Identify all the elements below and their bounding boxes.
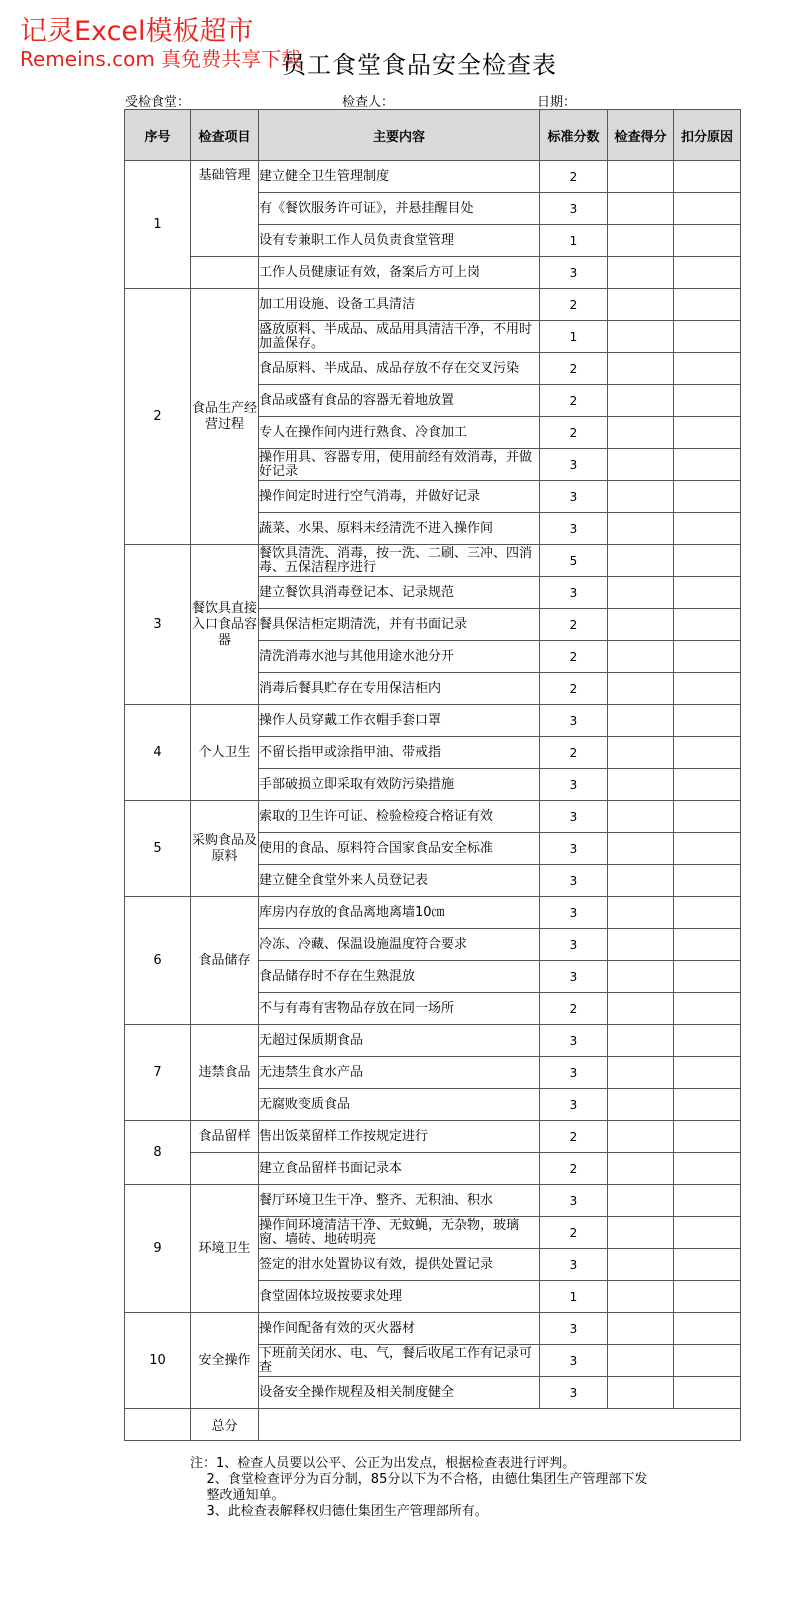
row-standard-score: 3 xyxy=(540,1185,608,1217)
watermark-line-1: 记灵Excel模板超市 xyxy=(20,16,254,47)
reason-cell[interactable] xyxy=(674,577,741,609)
group-category: 食品留样 xyxy=(191,1121,259,1153)
score-cell[interactable] xyxy=(608,513,674,545)
row-standard-score: 3 xyxy=(540,865,608,897)
row-standard-score: 2 xyxy=(540,993,608,1025)
group-category: 食品储存 xyxy=(191,897,259,1025)
reason-cell[interactable] xyxy=(674,1185,741,1217)
reason-cell[interactable] xyxy=(674,769,741,801)
total-seq-cell xyxy=(125,1409,191,1441)
row-content: 建立健全卫生管理制度 xyxy=(259,161,540,193)
row-standard-score: 2 xyxy=(540,1217,608,1249)
group-category: 环境卫生 xyxy=(191,1185,259,1313)
score-cell[interactable] xyxy=(608,481,674,513)
reason-cell[interactable] xyxy=(674,929,741,961)
score-cell[interactable] xyxy=(608,417,674,449)
row-content: 有《餐饮服务许可证》，并悬挂醒目处 xyxy=(259,193,540,225)
row-content: 盛放原料、半成品、成品用具清洁干净，不用时加盖保存。 xyxy=(259,321,540,353)
row-content: 加工用设施、设备工具清洁 xyxy=(259,289,540,321)
reason-cell[interactable] xyxy=(674,257,741,289)
row-standard-score: 3 xyxy=(540,193,608,225)
reason-cell[interactable] xyxy=(674,1089,741,1121)
inspection-table xyxy=(124,109,741,1441)
row-standard-score: 2 xyxy=(540,609,608,641)
row-content: 操作间环境清洁干净、无蚊蝇，无杂物，玻璃窗、墙砖、地砖明亮 xyxy=(259,1217,540,1249)
reason-cell[interactable] xyxy=(674,1249,741,1281)
table-row xyxy=(125,1185,741,1217)
reason-cell[interactable] xyxy=(674,1377,741,1409)
score-cell[interactable] xyxy=(608,1281,674,1313)
score-cell[interactable] xyxy=(608,289,674,321)
row-content: 操作间定时进行空气消毒，并做好记录 xyxy=(259,481,540,513)
table-row xyxy=(125,289,741,321)
header-seq: 序号 xyxy=(125,110,191,161)
row-standard-score: 3 xyxy=(540,705,608,737)
reason-cell[interactable] xyxy=(674,641,741,673)
table-row xyxy=(125,257,741,289)
row-standard-score: 3 xyxy=(540,929,608,961)
score-cell[interactable] xyxy=(608,769,674,801)
row-content: 无违禁生食水产品 xyxy=(259,1057,540,1089)
score-cell[interactable] xyxy=(608,1345,674,1377)
score-cell[interactable] xyxy=(608,353,674,385)
row-content: 使用的食品、原料符合国家食品安全标准 xyxy=(259,833,540,865)
score-cell[interactable] xyxy=(608,385,674,417)
reason-cell[interactable] xyxy=(674,737,741,769)
row-content: 手部破损立即采取有效防污染措施 xyxy=(259,769,540,801)
row-standard-score: 3 xyxy=(540,1089,608,1121)
score-cell[interactable] xyxy=(608,1153,674,1185)
date-label: 日期： xyxy=(537,95,577,110)
row-standard-score: 3 xyxy=(540,1025,608,1057)
reason-cell[interactable] xyxy=(674,993,741,1025)
row-content: 设备安全操作规程及相关制度健全 xyxy=(259,1377,540,1409)
row-standard-score: 5 xyxy=(540,545,608,577)
reason-cell[interactable] xyxy=(674,481,741,513)
notes xyxy=(190,1456,647,1520)
row-standard-score: 3 xyxy=(540,1057,608,1089)
row-content: 售出饭菜留样工作按规定进行 xyxy=(259,1121,540,1153)
score-cell[interactable] xyxy=(608,1313,674,1345)
reason-cell[interactable] xyxy=(674,801,741,833)
score-cell[interactable] xyxy=(608,993,674,1025)
row-content: 冷冻、冷藏、保温设施温度符合要求 xyxy=(259,929,540,961)
row-content: 操作用具、容器专用，使用前经有效消毒，并做好记录 xyxy=(259,449,540,481)
row-standard-score: 1 xyxy=(540,321,608,353)
canteen-label: 受检食堂： xyxy=(125,95,191,110)
score-cell[interactable] xyxy=(608,1089,674,1121)
row-standard-score: 2 xyxy=(540,673,608,705)
table-row xyxy=(125,1153,741,1185)
row-content: 操作人员穿戴工作衣帽手套口罩 xyxy=(259,705,540,737)
row-content: 清洗消毒水池与其他用途水池分开 xyxy=(259,641,540,673)
row-standard-score: 2 xyxy=(540,641,608,673)
row-content: 消毒后餐具贮存在专用保洁柜内 xyxy=(259,673,540,705)
row-standard-score: 2 xyxy=(540,417,608,449)
score-cell[interactable] xyxy=(608,1185,674,1217)
row-standard-score: 2 xyxy=(540,737,608,769)
group-seq: 10 xyxy=(125,1313,191,1409)
row-content: 操作间配备有效的灭火器材 xyxy=(259,1313,540,1345)
row-standard-score: 1 xyxy=(540,225,608,257)
row-content: 签定的泔水处置协议有效，提供处置记录 xyxy=(259,1249,540,1281)
empty-category-cell xyxy=(191,1153,259,1185)
row-content: 库房内存放的食品离地离墙10㎝ xyxy=(259,897,540,929)
score-cell[interactable] xyxy=(608,1249,674,1281)
score-cell[interactable] xyxy=(608,1377,674,1409)
reason-cell[interactable] xyxy=(674,289,741,321)
group-seq: 9 xyxy=(125,1185,191,1313)
group-seq: 1 xyxy=(125,161,191,289)
reason-cell[interactable] xyxy=(674,353,741,385)
row-standard-score: 3 xyxy=(540,1249,608,1281)
reason-cell[interactable] xyxy=(674,1153,741,1185)
row-standard-score: 2 xyxy=(540,353,608,385)
reason-cell[interactable] xyxy=(674,961,741,993)
score-cell[interactable] xyxy=(608,609,674,641)
row-content: 设有专兼职工作人员负责食堂管理 xyxy=(259,225,540,257)
note-line: 整改通知单。 xyxy=(190,1488,285,1503)
row-content: 不留长指甲或涂指甲油、带戒指 xyxy=(259,737,540,769)
page-title: 员工食堂食品安全检查表 xyxy=(282,51,557,79)
group-seq: 6 xyxy=(125,897,191,1025)
score-cell[interactable] xyxy=(608,321,674,353)
reason-cell[interactable] xyxy=(674,225,741,257)
table-row xyxy=(125,1313,741,1345)
score-cell[interactable] xyxy=(608,257,674,289)
row-content: 工作人员健康证有效，备案后方可上岗 xyxy=(259,257,540,289)
row-content: 无腐败变质食品 xyxy=(259,1089,540,1121)
score-cell[interactable] xyxy=(608,1217,674,1249)
table-row xyxy=(125,705,741,737)
score-cell[interactable] xyxy=(608,577,674,609)
group-seq: 8 xyxy=(125,1121,191,1185)
score-cell[interactable] xyxy=(608,865,674,897)
score-cell[interactable] xyxy=(608,641,674,673)
group-seq: 4 xyxy=(125,705,191,801)
table-row xyxy=(125,545,741,577)
reason-cell[interactable] xyxy=(674,417,741,449)
reason-cell[interactable] xyxy=(674,1057,741,1089)
watermark xyxy=(20,18,301,69)
score-cell[interactable] xyxy=(608,1121,674,1153)
row-standard-score: 3 xyxy=(540,1377,608,1409)
header-inspection-score: 检查得分 xyxy=(608,110,674,161)
row-content: 食品或盛有食品的容器无着地放置 xyxy=(259,385,540,417)
score-cell[interactable] xyxy=(608,673,674,705)
score-cell[interactable] xyxy=(608,897,674,929)
group-category: 餐饮具直接入口食品容器 xyxy=(191,545,259,705)
table-row xyxy=(125,161,741,193)
score-cell[interactable] xyxy=(608,449,674,481)
row-standard-score: 3 xyxy=(540,833,608,865)
reason-cell[interactable] xyxy=(674,1345,741,1377)
header-content: 主要内容 xyxy=(259,110,540,161)
row-standard-score: 2 xyxy=(540,385,608,417)
row-content: 食品原料、半成品、成品存放不存在交叉污染 xyxy=(259,353,540,385)
total-label: 总分 xyxy=(191,1409,259,1441)
reason-cell[interactable] xyxy=(674,1313,741,1345)
group-seq: 5 xyxy=(125,801,191,897)
group-category: 违禁食品 xyxy=(191,1025,259,1121)
row-standard-score: 3 xyxy=(540,449,608,481)
score-cell[interactable] xyxy=(608,929,674,961)
score-cell[interactable] xyxy=(608,193,674,225)
reason-cell[interactable] xyxy=(674,1281,741,1313)
group-seq: 7 xyxy=(125,1025,191,1121)
group-category: 基础管理 xyxy=(191,161,259,257)
row-standard-score: 3 xyxy=(540,481,608,513)
row-content: 餐厅环境卫生干净、整齐、无积油、积水 xyxy=(259,1185,540,1217)
note-line: 3、此检查表解释权归德仕集团生产管理部所有。 xyxy=(190,1504,488,1519)
row-standard-score: 2 xyxy=(540,289,608,321)
row-content: 餐饮具清洗、消毒，按一洗、二刷、三冲、四消毒、五保洁程序进行 xyxy=(259,545,540,577)
row-standard-score: 3 xyxy=(540,577,608,609)
row-standard-score: 3 xyxy=(540,801,608,833)
reason-cell[interactable] xyxy=(674,865,741,897)
row-standard-score: 1 xyxy=(540,1281,608,1313)
score-cell[interactable] xyxy=(608,737,674,769)
row-content: 无超过保质期食品 xyxy=(259,1025,540,1057)
reason-cell[interactable] xyxy=(674,1025,741,1057)
row-standard-score: 2 xyxy=(540,1153,608,1185)
total-value-cell[interactable] xyxy=(259,1409,741,1441)
table-row xyxy=(125,1025,741,1057)
header-standard-score: 标准分数 xyxy=(540,110,608,161)
reason-cell[interactable] xyxy=(674,705,741,737)
total-row xyxy=(125,1409,741,1441)
reason-cell[interactable] xyxy=(674,897,741,929)
header-deduction-reason: 扣分原因 xyxy=(674,110,741,161)
row-standard-score: 2 xyxy=(540,161,608,193)
score-cell[interactable] xyxy=(608,833,674,865)
table-header-row xyxy=(125,110,741,161)
watermark-line-2: Remeins.com 真免费共享下载 xyxy=(20,47,302,71)
reason-cell[interactable] xyxy=(674,609,741,641)
inspector-label: 检查人： xyxy=(342,95,395,110)
row-standard-score: 3 xyxy=(540,769,608,801)
row-content: 食品储存时不存在生熟混放 xyxy=(259,961,540,993)
row-content: 建立餐饮具消毒登记本、记录规范 xyxy=(259,577,540,609)
reason-cell[interactable] xyxy=(674,385,741,417)
row-content: 专人在操作间内进行熟食、冷食加工 xyxy=(259,417,540,449)
table-row xyxy=(125,1121,741,1153)
group-seq: 3 xyxy=(125,545,191,705)
row-content: 索取的卫生许可证、检验检疫合格证有效 xyxy=(259,801,540,833)
score-cell[interactable] xyxy=(608,801,674,833)
header-item: 检查项目 xyxy=(191,110,259,161)
empty-category-cell xyxy=(191,257,259,289)
row-standard-score: 2 xyxy=(540,1121,608,1153)
row-content: 不与有毒有害物品存放在同一场所 xyxy=(259,993,540,1025)
score-cell[interactable] xyxy=(608,705,674,737)
table-row xyxy=(125,801,741,833)
reason-cell[interactable] xyxy=(674,513,741,545)
row-content: 下班前关闭水、电、气，餐后收尾工作有记录可查 xyxy=(259,1345,540,1377)
group-category: 个人卫生 xyxy=(191,705,259,801)
row-standard-score: 3 xyxy=(540,897,608,929)
row-standard-score: 3 xyxy=(540,257,608,289)
score-cell[interactable] xyxy=(608,545,674,577)
row-content: 食堂固体垃圾按要求处理 xyxy=(259,1281,540,1313)
group-category: 食品生产经营过程 xyxy=(191,289,259,545)
note-line: 2、食堂检查评分为百分制，85分以下为不合格，由德仕集团生产管理部下发 xyxy=(190,1472,648,1487)
group-seq: 2 xyxy=(125,289,191,545)
reason-cell[interactable] xyxy=(674,545,741,577)
reason-cell[interactable] xyxy=(674,1217,741,1249)
score-cell[interactable] xyxy=(608,1025,674,1057)
score-cell[interactable] xyxy=(608,1057,674,1089)
reason-cell[interactable] xyxy=(674,321,741,353)
row-content: 餐具保洁柜定期清洗，并有书面记录 xyxy=(259,609,540,641)
table-row xyxy=(125,897,741,929)
row-standard-score: 3 xyxy=(540,1313,608,1345)
reason-cell[interactable] xyxy=(674,193,741,225)
score-cell[interactable] xyxy=(608,961,674,993)
row-standard-score: 3 xyxy=(540,961,608,993)
reason-cell[interactable] xyxy=(674,449,741,481)
row-content: 建立健全食堂外来人员登记表 xyxy=(259,865,540,897)
score-cell[interactable] xyxy=(608,225,674,257)
reason-cell[interactable] xyxy=(674,1121,741,1153)
reason-cell[interactable] xyxy=(674,673,741,705)
row-content: 建立食品留样书面记录本 xyxy=(259,1153,540,1185)
group-category: 采购食品及原料 xyxy=(191,801,259,897)
group-category: 安全操作 xyxy=(191,1313,259,1409)
row-standard-score: 3 xyxy=(540,1345,608,1377)
score-cell[interactable] xyxy=(608,161,674,193)
note-line: 注：1、检查人员要以公平、公正为出发点，根据检查表进行评判。 xyxy=(190,1456,576,1471)
row-standard-score: 3 xyxy=(540,513,608,545)
row-content: 蔬菜、水果、原料未经清洗不进入操作间 xyxy=(259,513,540,545)
reason-cell[interactable] xyxy=(674,833,741,865)
reason-cell[interactable] xyxy=(674,161,741,193)
